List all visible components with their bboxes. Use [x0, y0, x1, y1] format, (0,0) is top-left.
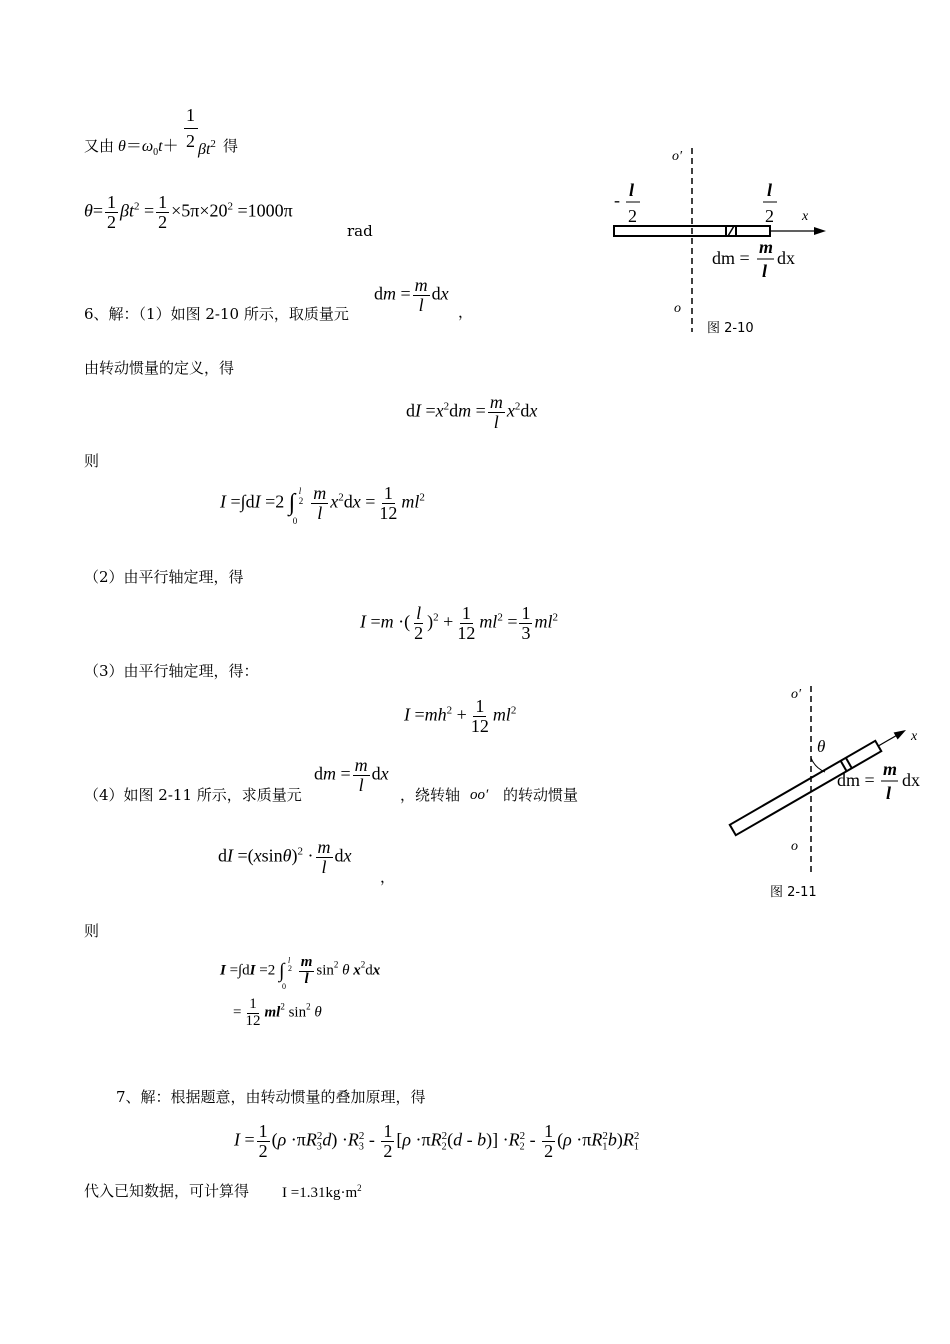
- result-prefix: 代入已知数据，可计算得: [84, 1182, 250, 1200]
- problem-6-comma: ，: [458, 303, 474, 321]
- text-ze-2: 则: [84, 922, 100, 940]
- equation-integral-2: I =∫dI =2 ∫ l 2 0 $\frac{m}{l}$ $\sin^2 \theta$ $x^2dx$: [220, 954, 381, 992]
- equation-dI: dI $=x^2dm$ = $\frac{m}{l}$ $x^2dx$: [406, 392, 538, 432]
- fig2-l: l: [886, 783, 892, 803]
- unit-rad: rad: [347, 222, 373, 240]
- equation-integral-2-result: = $\frac{1}{12}$ $ml^2$ $\sin^2 \theta$: [233, 996, 322, 1029]
- problem-6-part-3: （3）由平行轴定理，得：: [84, 662, 259, 680]
- problem-7-intro: 7、解：根据题意，由转动惯量的叠加原理，得: [116, 1088, 426, 1106]
- fig2-x: x: [911, 729, 918, 744]
- equation-dI-rotated: dI $=(xsin\theta)^2$ · $\frac{m}{l}$ dx: [218, 837, 352, 877]
- problem-6-part-4-comma: ，: [380, 868, 396, 886]
- equation-parallel-axis-2: $I =mh^2$ + $\frac{1}{12}$ $ml^2$: [404, 696, 517, 736]
- fig2-dx: dx: [902, 770, 920, 790]
- fig1-dm-label: dm =: [712, 248, 750, 268]
- fig2-dm-label: dm =: [837, 770, 875, 790]
- fig2-o: o: [791, 839, 798, 854]
- fig1-right-l: l: [767, 180, 773, 200]
- text-line-1-prefix: 又由: [84, 137, 115, 155]
- problem-6-part-4-intro: （4）如图 2-11 所示，求质量元: [84, 786, 302, 804]
- equation-superposition: I = $\frac{1}{2}$ $(\rho \cdot\pi R_3^2d) \cdot R_3^2$ - $\frac{1}{2}$ $[\rho \cdot\pi R_2^2(d - b)] \cdot R_2^2$ - $\frac{1}{2}$ $(\rho \cdot\pi R_1^2b)R_1^2$: [234, 1121, 640, 1161]
- fig2-caption: 图 2-11: [770, 885, 817, 900]
- axis-label-oo: oo′: [470, 787, 489, 803]
- figure-2-11: [725, 680, 950, 905]
- text-ze-1: 则: [84, 452, 100, 470]
- problem-6-part-4-tail: 的转动惯量: [503, 786, 579, 804]
- fig1-left-2: 2: [628, 206, 637, 226]
- problem-6-part-4-rest: ，绕转轴: [400, 786, 461, 804]
- fig1-x: x: [802, 209, 809, 224]
- fig1-l-denominator: l: [762, 261, 768, 281]
- figure-2-10: [600, 140, 840, 345]
- equation-theta-value: θ= $\frac{1}{2}$ $\beta t^2$ = $\frac{1}{2}$ $\times 5\pi\times 20^2 =1000\pi$: [84, 192, 293, 232]
- equation-mass-element-2: dm = $\frac{m}{l}$ dx: [314, 755, 389, 795]
- result-value: $I =1.31kg\cdot m^2$: [282, 1183, 362, 1201]
- equation-integral-1: I =∫dI =2 ∫ l 2 0 $\frac{m}{l}$ $x^2dx$ = $\frac{1}{12}$ $ml^2$: [220, 483, 425, 527]
- problem-6-part-2: （2）由平行轴定理，得: [84, 568, 244, 586]
- fig1-minus: -: [614, 190, 620, 210]
- fig2-o-prime: o′: [791, 687, 802, 702]
- fig2-m: m: [883, 759, 898, 779]
- fig1-o-prime: o′: [672, 149, 683, 164]
- fig1-o: o: [674, 301, 681, 316]
- fig1-caption: 图 2-10: [707, 321, 754, 336]
- fig1-m: m: [759, 237, 774, 257]
- equation-parallel-axis-1: I =m ·( $\frac{l}{2}$ )$^2$ + $\frac{1}{12}$ $ml^2$ = $\frac{1}{3}$ $ml^2$: [360, 603, 558, 643]
- problem-6-intro: 6、解：（1）如图 2-10 所示，取质量元: [84, 305, 349, 323]
- equation-mass-element: dm = $\frac{m}{l}$ dx: [374, 275, 449, 315]
- fig1-dx: dx: [777, 248, 795, 268]
- fig1-right-2: 2: [765, 206, 774, 226]
- problem-6-definition: 由转动惯量的定义，得: [84, 359, 235, 377]
- text-line-1-suffix: 得: [223, 137, 239, 155]
- fig2-theta: θ: [817, 737, 826, 756]
- fig1-left-l: l: [629, 180, 635, 200]
